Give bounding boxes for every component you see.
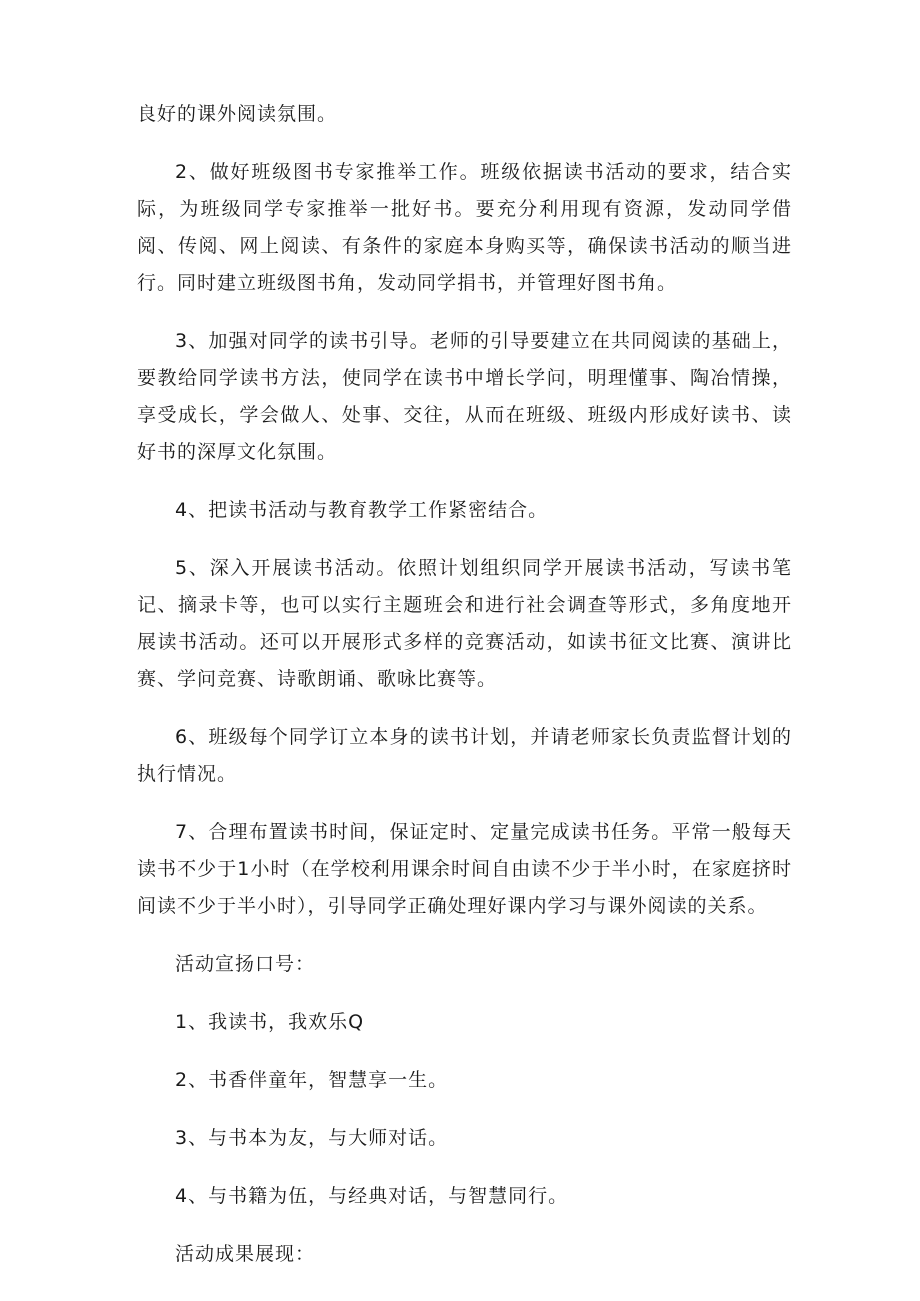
paragraph-item-5: 5、深入开展读书活动。依照计划组织同学开展读书活动，写读书笔记、摘录卡等，也可以实行主题班会和进行社会调查等形式，多角度地开展读书活动。还可以开展形式多样的竞赛活动，如读书征文比赛、演讲比赛、学问竞赛、诗歌朗诵、歌咏比赛等。	[137, 557, 792, 690]
slogan-item-2: 2、书香伴童年，智慧享一生。	[175, 1069, 449, 1091]
results-heading: 活动成果展现：	[175, 1243, 316, 1265]
slogan-heading: 活动宣扬口号：	[175, 953, 316, 975]
document-body	[137, 96, 792, 1294]
paragraph-item-6: 6、班级每个同学订立本身的读书计划，并请老师家长负责监督计划的执行情况。	[137, 726, 792, 785]
slogan-item-4: 4、与书籍为伍，与经典对话，与智慧同行。	[175, 1185, 569, 1207]
paragraph-item-2: 2、做好班级图书专家推举工作。班级依据读书活动的要求，结合实际，为班级同学专家推举一批好书。要充分利用现有资源，发动同学借阅、传阅、网上阅读、有条件的家庭本身购买等，确保读书活动的顺当进行。同时建立班级图书角，发动同学捐书，并管理好图书角。	[137, 161, 792, 294]
slogan-item-1: 1、我读书，我欢乐Q	[175, 1011, 365, 1033]
paragraph-item-7: 7、合理布置读书时间，保证定时、定量完成读书任务。平常一般每天读书不少于1小时（在学校利用课余时间自由读不少于半小时，在家庭挤时间读不少于半小时），引导同学正确处理好课内学习与课外阅读的关系。	[137, 821, 792, 917]
paragraph-continuation: 良好的课外阅读氛围。	[137, 103, 338, 125]
paragraph-item-3: 3、加强对同学的读书引导。老师的引导要建立在共同阅读的基础上，要教给同学读书方法，使同学在读书中增长学问，明理懂事、陶冶情操，享受成长，学会做人、处事、交往，从而在班级、班级内形成好读书、读好书的深厚文化氛围。	[137, 330, 792, 463]
slogan-item-3: 3、与书本为友，与大师对话。	[175, 1127, 449, 1149]
paragraph-item-4: 4、把读书活动与教育教学工作紧密结合。	[175, 499, 549, 521]
